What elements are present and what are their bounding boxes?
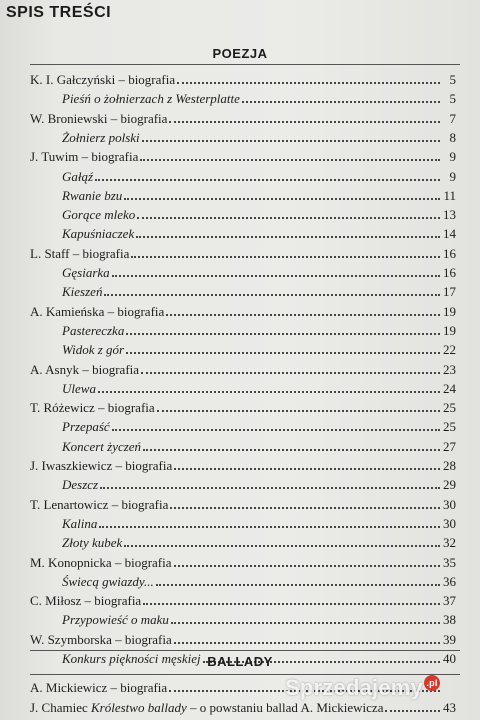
toc-entry-label: J. Tuwim – biografia — [30, 149, 139, 165]
toc-entry-label: Żołnierz polski — [62, 129, 140, 145]
toc-entry-page: 36 — [443, 573, 456, 589]
toc-entry-work — [62, 128, 456, 146]
toc-entry-page: 19 — [443, 303, 456, 319]
toc-entry-page: 40 — [443, 651, 456, 666]
dot-leader — [156, 584, 440, 586]
toc-entry-page: 5 — [449, 72, 456, 87]
toc-entry-work — [62, 417, 456, 435]
toc-entry-label: T. Lenartowicz – biografia — [30, 496, 169, 512]
toc-entry-page: 9 — [449, 168, 456, 184]
toc-entry-page: 16 — [443, 245, 456, 261]
toc-entry-work — [62, 533, 456, 551]
section-heading-ballady: BALLADY — [207, 654, 273, 669]
toc-entry-label: A. Kamieńska – biografia — [30, 303, 165, 319]
dot-leader — [104, 294, 440, 296]
page-title: SPIS TREŚCI — [6, 4, 112, 21]
dot-leader — [95, 179, 440, 181]
section-divider — [30, 650, 460, 651]
toc-entry-label: K. I. Gałczyński – biografia — [30, 72, 176, 87]
toc-entry-page: 9 — [449, 149, 456, 165]
toc-entry-page: 30 — [443, 515, 456, 531]
toc-entry-work — [62, 205, 456, 223]
toc-entry-label: Gorące mleko — [62, 207, 136, 223]
dot-leader — [170, 507, 440, 509]
dot-leader — [99, 526, 440, 528]
toc-entry-work — [62, 437, 456, 455]
watermark-logo — [285, 675, 440, 701]
toc-entry-page: 16 — [443, 265, 456, 280]
toc-entry-label: C. Miłosz – biografia — [30, 593, 142, 609]
toc-entry-label: Przepaść — [62, 419, 110, 435]
toc-entry-label: J. Iwaszkiewicz – biografia — [30, 458, 173, 473]
toc-entry-work — [62, 514, 456, 532]
toc-entry-label: Deszcz — [62, 477, 99, 493]
toc-entry-author — [30, 147, 456, 165]
toc-entry-author — [30, 630, 456, 648]
toc-entry-label: Świecą gwiazdy... — [62, 573, 154, 589]
toc-entry-label: A. Mickiewicz – biografia — [30, 680, 168, 695]
dot-leader — [124, 198, 440, 200]
section-heading-poezja: POEZJA — [212, 46, 268, 61]
dot-leader — [169, 121, 440, 123]
toc-entry-work — [62, 167, 456, 185]
dot-leader — [242, 101, 440, 103]
toc-entry-page: 29 — [443, 477, 456, 493]
toc-entry-label: Ulewa — [62, 380, 96, 396]
toc-entry-page: 37 — [443, 593, 456, 609]
toc-entry-page: 30 — [443, 496, 456, 512]
dot-leader — [136, 236, 440, 238]
toc-entry-label: W. Szymborska – biografia — [30, 631, 172, 647]
toc-entry-page: 17 — [443, 284, 456, 300]
toc-entry-page: 32 — [443, 535, 456, 551]
dot-leader — [177, 82, 440, 84]
dot-leader — [385, 710, 440, 712]
toc-entry-page: 27 — [443, 438, 456, 454]
toc-entry-author — [30, 302, 456, 320]
toc-entry-label: T. Różewicz – biografia — [30, 400, 155, 416]
toc-entry-author — [30, 456, 456, 474]
dot-leader — [126, 352, 440, 354]
toc-entry-author — [30, 70, 456, 88]
toc-entry-label: Kalina — [62, 515, 98, 531]
toc-entry-label: Gałąź — [62, 168, 94, 184]
toc-entry-author — [30, 360, 456, 378]
toc-entry-author-part: J. Chamiec — [30, 700, 92, 715]
toc-entry-page: 25 — [443, 419, 456, 435]
toc-entry-label: Przypowieść o maku — [62, 612, 169, 628]
toc-entry-page: 43 — [443, 700, 456, 715]
dot-leader — [166, 314, 440, 316]
dot-leader — [112, 275, 440, 277]
dot-leader — [143, 603, 440, 605]
toc-entry-title-part: Królestwo ballady — [91, 700, 187, 715]
dot-leader — [174, 642, 440, 644]
toc-entry-label: Koncert życzeń — [62, 438, 142, 454]
toc-entry-page: 38 — [443, 612, 456, 628]
dot-leader — [124, 545, 440, 547]
toc-entry-author — [30, 495, 456, 513]
toc-entry-page: 14 — [443, 226, 456, 242]
toc-entry-suffix-part: – o powstaniu ballad A. Mickiewicza — [186, 700, 384, 715]
toc-entry-work — [62, 321, 456, 339]
toc-entry-author — [30, 553, 456, 571]
toc-entry-page: 23 — [443, 361, 456, 377]
toc-entry-author — [30, 244, 456, 262]
dot-leader — [137, 217, 440, 219]
toc-entry-label: Pastereczka — [62, 322, 125, 338]
toc-entry-label: Kapuśniaczek — [62, 226, 135, 242]
toc-entry-work — [62, 572, 456, 590]
toc-entry-page: 35 — [443, 554, 456, 570]
dot-leader — [100, 487, 440, 489]
toc-entry-label: M. Konopnicka – biografia — [30, 554, 172, 570]
toc-entry-label — [30, 700, 385, 716]
toc-entry-page: 11 — [443, 187, 456, 203]
toc-entry-work — [62, 263, 456, 281]
toc-entry-page: 39 — [443, 631, 456, 647]
toc-entry-page: 19 — [443, 322, 456, 338]
toc-entry-work — [62, 340, 456, 358]
toc-entry-label: Gęsiarka — [62, 265, 110, 280]
watermark-badge: .pl — [424, 675, 440, 691]
toc-entry-page: 25 — [443, 400, 456, 416]
toc-entry-work — [62, 475, 456, 493]
toc-entry-page: 7 — [449, 110, 456, 126]
toc-entry-page: 5 — [449, 91, 456, 107]
toc-entry-label: Pieśń o żołnierzach z Westerplatte — [62, 91, 240, 107]
dot-leader — [140, 159, 440, 161]
toc-entry-page: 22 — [443, 342, 456, 358]
dot-leader — [143, 449, 440, 451]
dot-leader — [157, 410, 440, 412]
toc-entry-page: 24 — [443, 380, 456, 396]
toc-entry-label: Złoty kubek — [62, 535, 123, 551]
dot-leader — [174, 565, 440, 567]
toc-entry-page: 13 — [443, 207, 456, 223]
toc-entry-page: 28 — [443, 458, 456, 473]
toc-entry-label: W. Broniewski – biografia — [30, 110, 168, 126]
dot-leader — [142, 140, 440, 142]
dot-leader — [174, 468, 440, 470]
toc-entry-label: Konkurs piękności męskiej — [62, 651, 201, 666]
dot-leader — [98, 391, 440, 393]
dot-leader — [126, 333, 440, 335]
toc-entry-label: Kieszeń — [62, 284, 103, 300]
toc-entry-author — [30, 398, 456, 416]
dot-leader — [141, 372, 440, 374]
toc-entry-work — [62, 89, 456, 107]
dot-leader — [131, 256, 440, 258]
toc-entry-author — [30, 109, 456, 127]
toc-entry-label: A. Asnyk – biografia — [30, 361, 140, 377]
toc-entry-work — [62, 224, 456, 242]
toc-entry-page: 8 — [449, 129, 456, 145]
toc-entry-label: L. Staff – biografia — [30, 245, 130, 261]
toc-entry-work — [62, 610, 456, 628]
toc-entry-label: Rwanie bzu — [62, 187, 123, 203]
toc-entry-work — [62, 186, 456, 204]
dot-leader — [171, 622, 440, 624]
toc-entry-work — [62, 282, 456, 300]
toc-entry-label: Widok z gór — [62, 342, 125, 358]
toc-entry-work — [62, 379, 456, 397]
dot-leader — [112, 429, 440, 431]
toc-entry-author — [30, 591, 456, 609]
watermark-text: Sprzedajemy — [285, 675, 423, 700]
